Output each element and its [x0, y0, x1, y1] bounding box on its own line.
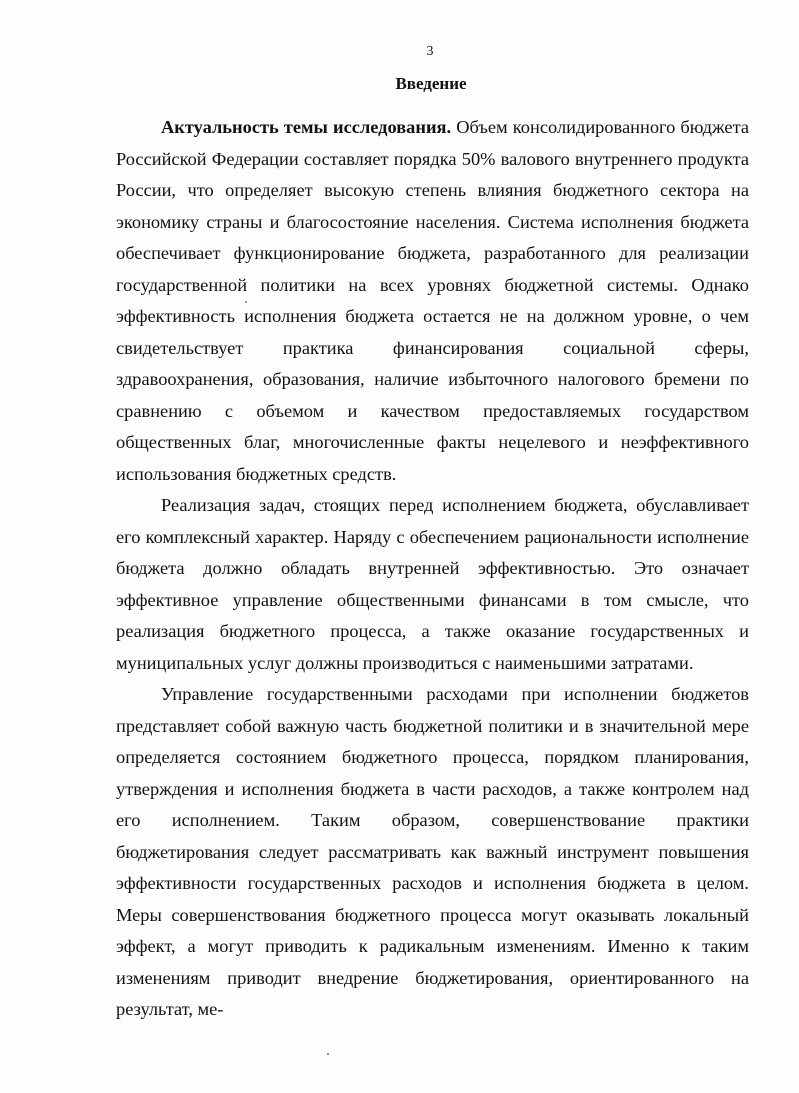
- page-heading: Введение: [395, 74, 467, 93]
- scan-speck: [245, 301, 247, 303]
- paragraph-relevance: [116, 112, 749, 490]
- paragraph-text: Управление государственными расходами при исполнении бюджетов представляет собой важную часть бюджетной политики и в значительной мере определяется состоянием бюджетного процесса, порядком планирования, утверждения и исполнения бюджета в части расходов, а также контролем над его исполнением. Таким образом, совершенствование практики бюджетирования следует рассматривать как важный инструмент повышения эффективности государственных расходов и исполнения бюджета в целом. Меры совершенствования бюджетного процесса могут оказывать локальный эффект, а могут приводить к радикальным изменениям. Именно к таким изменениям приводит внедрение бюджетирования, ориентированного на результат, ме-: [116, 684, 749, 1019]
- body-text: [116, 112, 749, 1026]
- scan-speck: [327, 1053, 329, 1055]
- paragraph-expenditure-management: [116, 679, 749, 1026]
- paragraph-implementation: [116, 490, 749, 679]
- paragraph-lead: Актуальность темы исследования.: [161, 117, 452, 137]
- paragraph-text: Объем консолидированного бюджета Российской Федерации составляет порядка 50% валового внутреннего продукта России, что определяет высокую степень влияния бюджетного сектора на экономику страны и благосостояние населения. Система исполнения бюджета обеспечивает функционирование бюджета, разработанного для реализации государственной политики на всех уровнях бюджетной системы. Однако эффективность исполнения бюджета остается не на должном уровне, о чем свидетельствует практика финансирования социальной сферы, здравоохранения, образования, наличие избыточного налогового бремени по сравнению с объемом и качеством предоставляемых государством общественных благ, многочисленные факты нецелевого и неэффективного использования бюджетных средств.: [116, 117, 749, 484]
- page-number: 3: [426, 44, 434, 59]
- paragraph-text: Реализация задач, стоящих перед исполнением бюджета, обуславливает его комплексный характер. Наряду с обеспечением рациональности исполнение бюджета должно обладать внутренней эффективностью. Это означает эффективное управление общественными финансами в том смысле, что реализация бюджетного процесса, а также оказание государственных и муниципальных услуг должны производиться с наименьшими затратами.: [116, 495, 749, 673]
